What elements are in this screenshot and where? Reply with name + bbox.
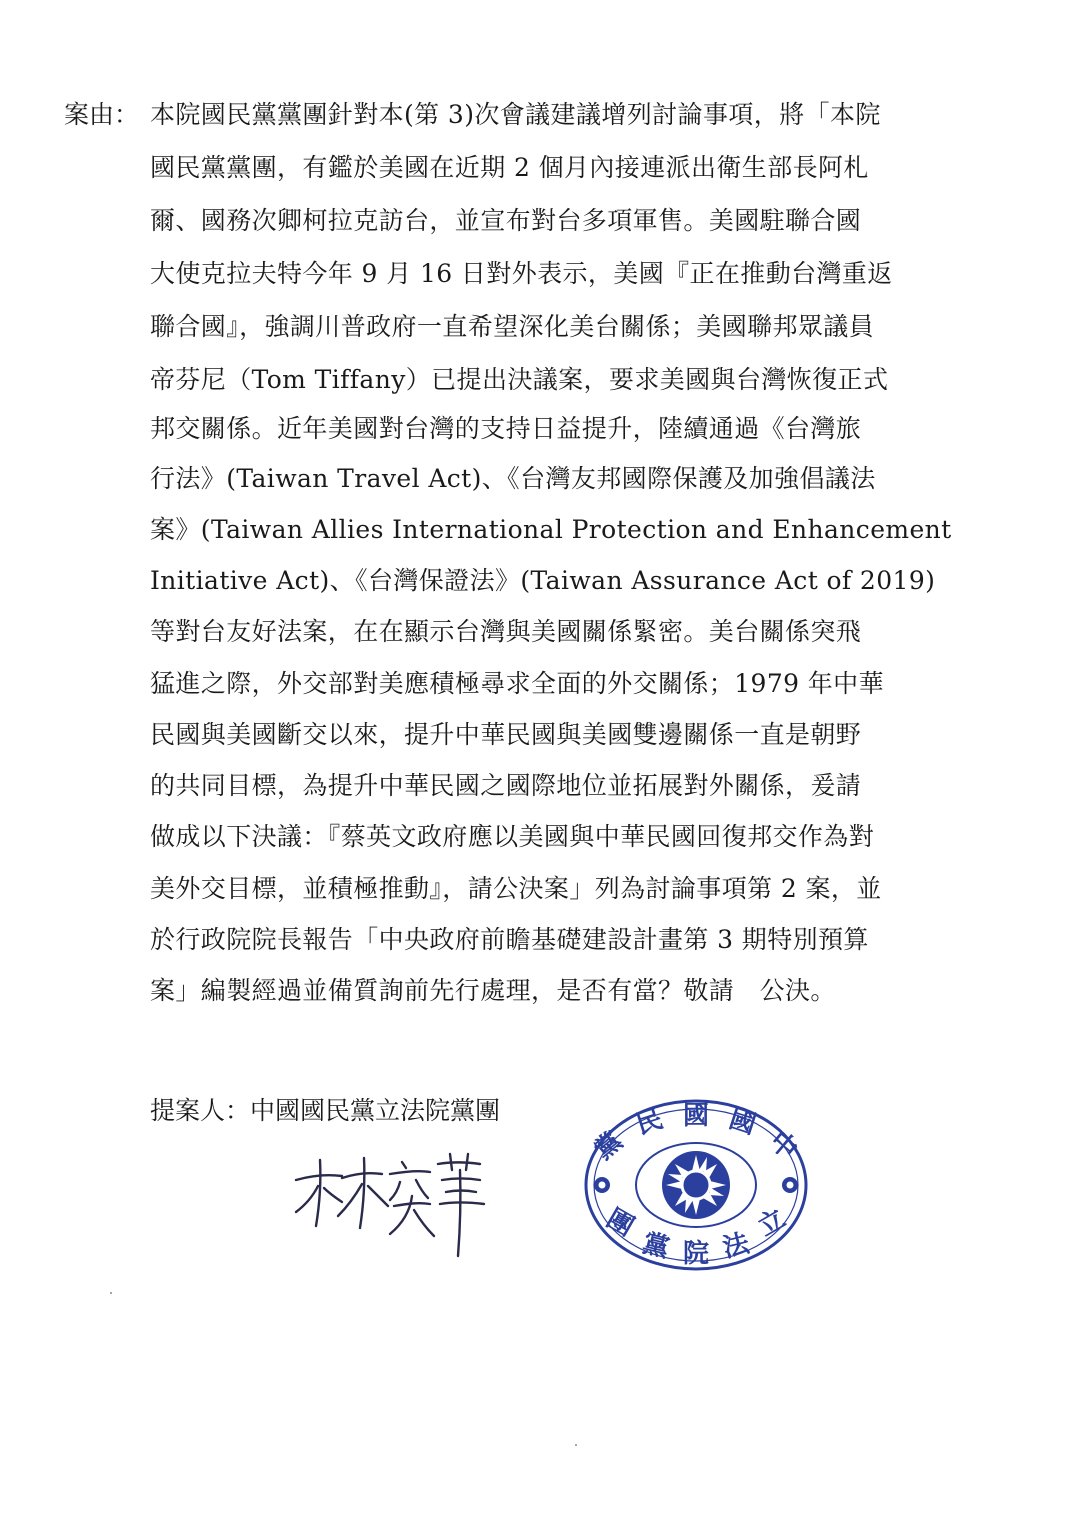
svg-text:國: 國 [725,1104,760,1141]
body-line-1: 本院國民黨黨團針對本(第 3)次會議建議增列討論事項，將「本院 [150,100,881,129]
body-line-6: 帝芬尼（Tom Tiffany）已提出決議案，要求美國與台灣恢復正式 [150,365,889,394]
svg-text:法: 法 [719,1228,753,1264]
party-seal [582,1096,810,1274]
svg-text:國: 國 [682,1101,710,1131]
body-line-18: 案」編製經過並備質詢前先行處理，是否有當？敬請 公決。 [150,976,836,1005]
body-line-14: 的共同目標，為提升中華民國之國際地位並拓展對外關係，爰請 [150,771,862,800]
body-line-17: 於行政院院長報告「中央政府前瞻基礎建設計畫第 3 期特別預算 [150,925,869,954]
body-line-12: 猛進之際，外交部對美應積極尋求全面的外交關係；1979 年中華 [150,669,884,698]
body-line-2: 國民黨黨團，有鑑於美國在近期 2 個月內接連派出衛生部長阿札 [150,153,869,182]
svg-text:黨: 黨 [589,1126,629,1166]
handwritten-signature [290,1140,490,1260]
body-line-13: 民國與美國斷交以來，提升中華民國與美國雙邊關係一直是朝野 [150,720,862,749]
body-line-3: 爾、國務次卿柯拉克訪台，並宣布對台多項軍售。美國駐聯合國 [150,206,862,235]
scan-speck [575,1444,577,1446]
scan-speck [110,1292,112,1294]
svg-text:立: 立 [753,1203,791,1243]
body-line-10: Initiative Act)、《台灣保證法》(Taiwan Assurance Act of 2019) [150,566,936,595]
body-line-16: 美外交目標，並積極推動』，請公決案」列為討論事項第 2 案，並 [150,874,882,903]
body-line-11: 等對台友好法案，在在顯示台灣與美國關係緊密。美台關係突飛 [150,617,862,646]
proposer-line: 提案人：中國國民黨立法院黨團 [150,1096,501,1125]
body-line-7: 邦交關係。近年美國對台灣的支持日益提升，陸續通過《台灣旅 [150,414,862,443]
svg-text:團: 團 [601,1203,639,1243]
svg-text:黨: 黨 [639,1228,673,1264]
svg-text:院: 院 [682,1239,710,1269]
body-line-8: 行法》(Taiwan Travel Act)、《台灣友邦國際保護及加強倡議法 [150,464,876,493]
body-line-4: 大使克拉夫特今年 9 月 16 日對外表示，美國『正在推動台灣重返 [150,259,893,288]
case-label: 案由： [64,100,140,129]
svg-text:中: 中 [763,1126,803,1166]
svg-text:民: 民 [632,1104,667,1141]
body-line-15: 做成以下決議：『蔡英文政府應以美國與中華民國回復邦交作為對 [150,822,875,851]
body-line-5: 聯合國』，強調川普政府一直希望深化美台關係；美國聯邦眾議員 [150,312,875,341]
body-line-9: 案》(Taiwan Allies International Protection and Enhancement [150,515,952,544]
